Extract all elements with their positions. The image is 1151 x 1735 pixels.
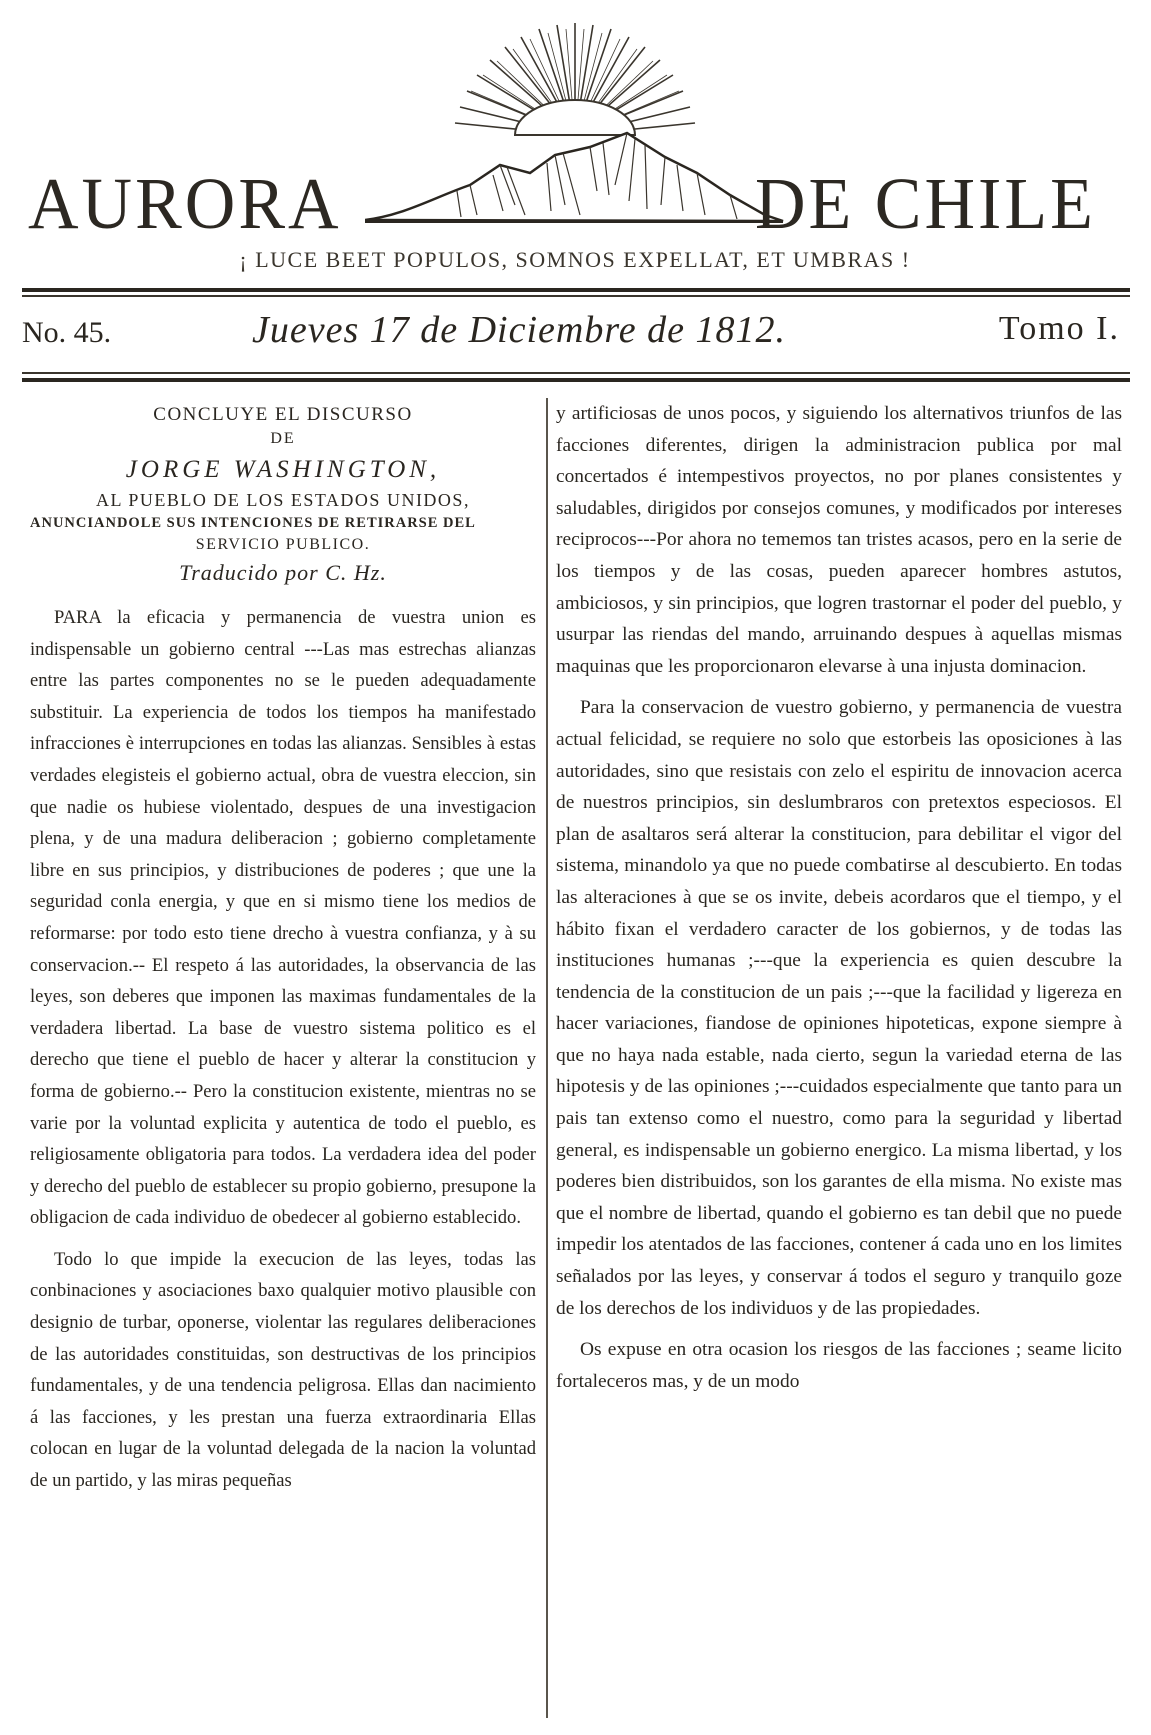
masthead-rule-top [22,288,1130,292]
article-heading-announcement: ANUNCIANDOLE SUS INTENCIONES DE RETIRARSE DEL [30,515,476,531]
issue-number: No. 45. [22,316,112,349]
masthead [20,15,1130,275]
issue-tome: Tomo I. [998,310,1120,347]
issue-rule-thick [22,378,1130,382]
paragraph: Todo lo que impide la execucion de las leyes, todas las conbinaciones y asociaciones baxo qualquier motivo plausible con designio de turbar, oponerse, violentar las regulares deliberaciones de las autoridades constituidas, son destructivas de los principios fundamentales, y de una tendencia peligrosa. Ellas dan nacimiento á las facciones, y les prestan una fuerza extraordinaria Ellas colocan en lugar de la voluntad delegada de la nacion la voluntad de un partido, y las miras pequeñas [30,1248,536,1492]
paragraph: PARA la eficacia y permanencia de vuestra union es indispensable un gobierno central ---Las mas estrechas alianzas entre las partes componentes no se le pueden adequadamente substituir. La experiencia de todos los tiempos ha manifestado infracciones è interrupciones en todas las alianzas. Sensibles à estas verdades elegisteis el gobierno actual, obra de vuestra eleccion, sin que nadie os hubiese violentado, despues de una investigacion plena, y de una madura deliberacion ; gobierno completamente libre en sus principios, y distribuciones de poderes ; que une la seguridad conla energia, y que en si mismo tiene los medios de reformarse: por todo esto tiene drecho à vuestra confianza, y à su conservacion.-- El respeto á las autoridades, la observancia de las leyes, son deberes que imponen las maximas fundamentales de la verdadera libertad. La base de vuestro sistema politico es el derecho que tiene el pueblo de hacer y alterar la constitucion y forma de gobierno.-- Pero la constitucion existente, mientras no se varie por la voluntad explicita y autentica de todo el pueblo, es religiosamente obligatoria para todos. La verdadera idea del poder y derecho del pueblo de establecer su propio gobierno, presupone la obligacion de cada individuo de obedecer al gobierno establecido. [30,607,536,1229]
paragraph: Para la conservacion de vuestro gobierno, y permanencia de vuestra actual felicidad, se requiere no solo que estorbeis las oposiciones à las autoridades, sino que resistais con zelo el espiritu de innovacion acerca de nuestros principios, sin deslumbraros con pretextos especiosos. El plan de asaltaros será alterar la constitucion, para debilitar el vigor del sistema, minandolo ya que no puede combatirse al descubierto. En todas las alteraciones à que se os invite, debeis acordaros que el tiempo, y el hábito fixan el verdadero caracter de los gobiernos, y de todas las instituciones humanas ;---que la experiencia es quien descubre la tendencia de la constitucion de un pais ;---que la facilidad y ligereza en hacer variaciones, fiandose de opiniones hipoteticas, expone siempre à que no haya nada estable, nada cierto, segun la variedad eterna de las hipotesis y de las opiniones ;---cuidados especialmente que tanto para un pais tan extenso como el nuestro, como para la seguridad y libertad general, es indispensable un gobierno energico. La misma libertad, y los poderes bien distribuidos, son los garantes de ella misma. No existe mas que el nombre de libertad, quando el gobierno es tan debil que no puede impedir los atentados de las facciones, contener á cada uno en los limites señalados por las leyes, y conservar á todos el seguro y tranquilo goze de los derechos de los individuos y de las propiedades. [556,697,1122,1319]
issue-rule-thin [22,372,1130,374]
article-heading-audience: AL PUEBLO DE LOS ESTADOS UNIDOS, [96,490,470,510]
column-divider [546,398,548,1718]
masthead-motto: ¡ LUCE BEET POPULOS, SOMNOS EXPELLAT, ET UMBRAS ! [239,247,911,272]
article-byline: Traducido por C. Hz. [179,560,387,585]
masthead-rule-thin [22,295,1130,297]
masthead-title-left: AURORA [28,164,342,245]
rising-sun-mountains-emblem [365,15,785,250]
masthead-title-right: DE CHILE [755,164,1096,245]
paragraph: y artificiosas de unos pocos, y siguiendo los alternativos triunfos de las facciones diferentes, dirigen la administracion publica por mal concertados é intempestivos proyectos, no por planes consistentes y saludables, dirigidos por consejos comunes, y modificados por intereses reciprocos---Por ahora no tememos tan tristes acasos, pero en la serie de los tiempos y de las cosas, pueden aparecer hombres astutos, ambiciosos, y sin principios, que logren trastornar el poder del pueblo, y usurpar las riendas del mando, arruinando despues à aquellas mismas maquinas que les proporcionaron elevarse à una injusta dominacion. [556,403,1122,677]
article-heading-service: SERVICIO PUBLICO. [195,536,371,553]
issue-date: Jueves 17 de Diciembre de 1812. [252,309,786,351]
article-heading-de: DE [270,430,296,447]
issue-info-line [22,306,1130,356]
left-column [30,398,536,1507]
paragraph: Os expuse en otra ocasion los riesgos de las facciones ; seame licito fortaleceros mas, y de un modo [556,1339,1122,1392]
article-heading-concluye: CONCLUYE EL DISCURSO [153,404,413,425]
right-column [556,398,1122,1407]
article-heading-name: JORGE WASHINGTON, [125,456,441,483]
